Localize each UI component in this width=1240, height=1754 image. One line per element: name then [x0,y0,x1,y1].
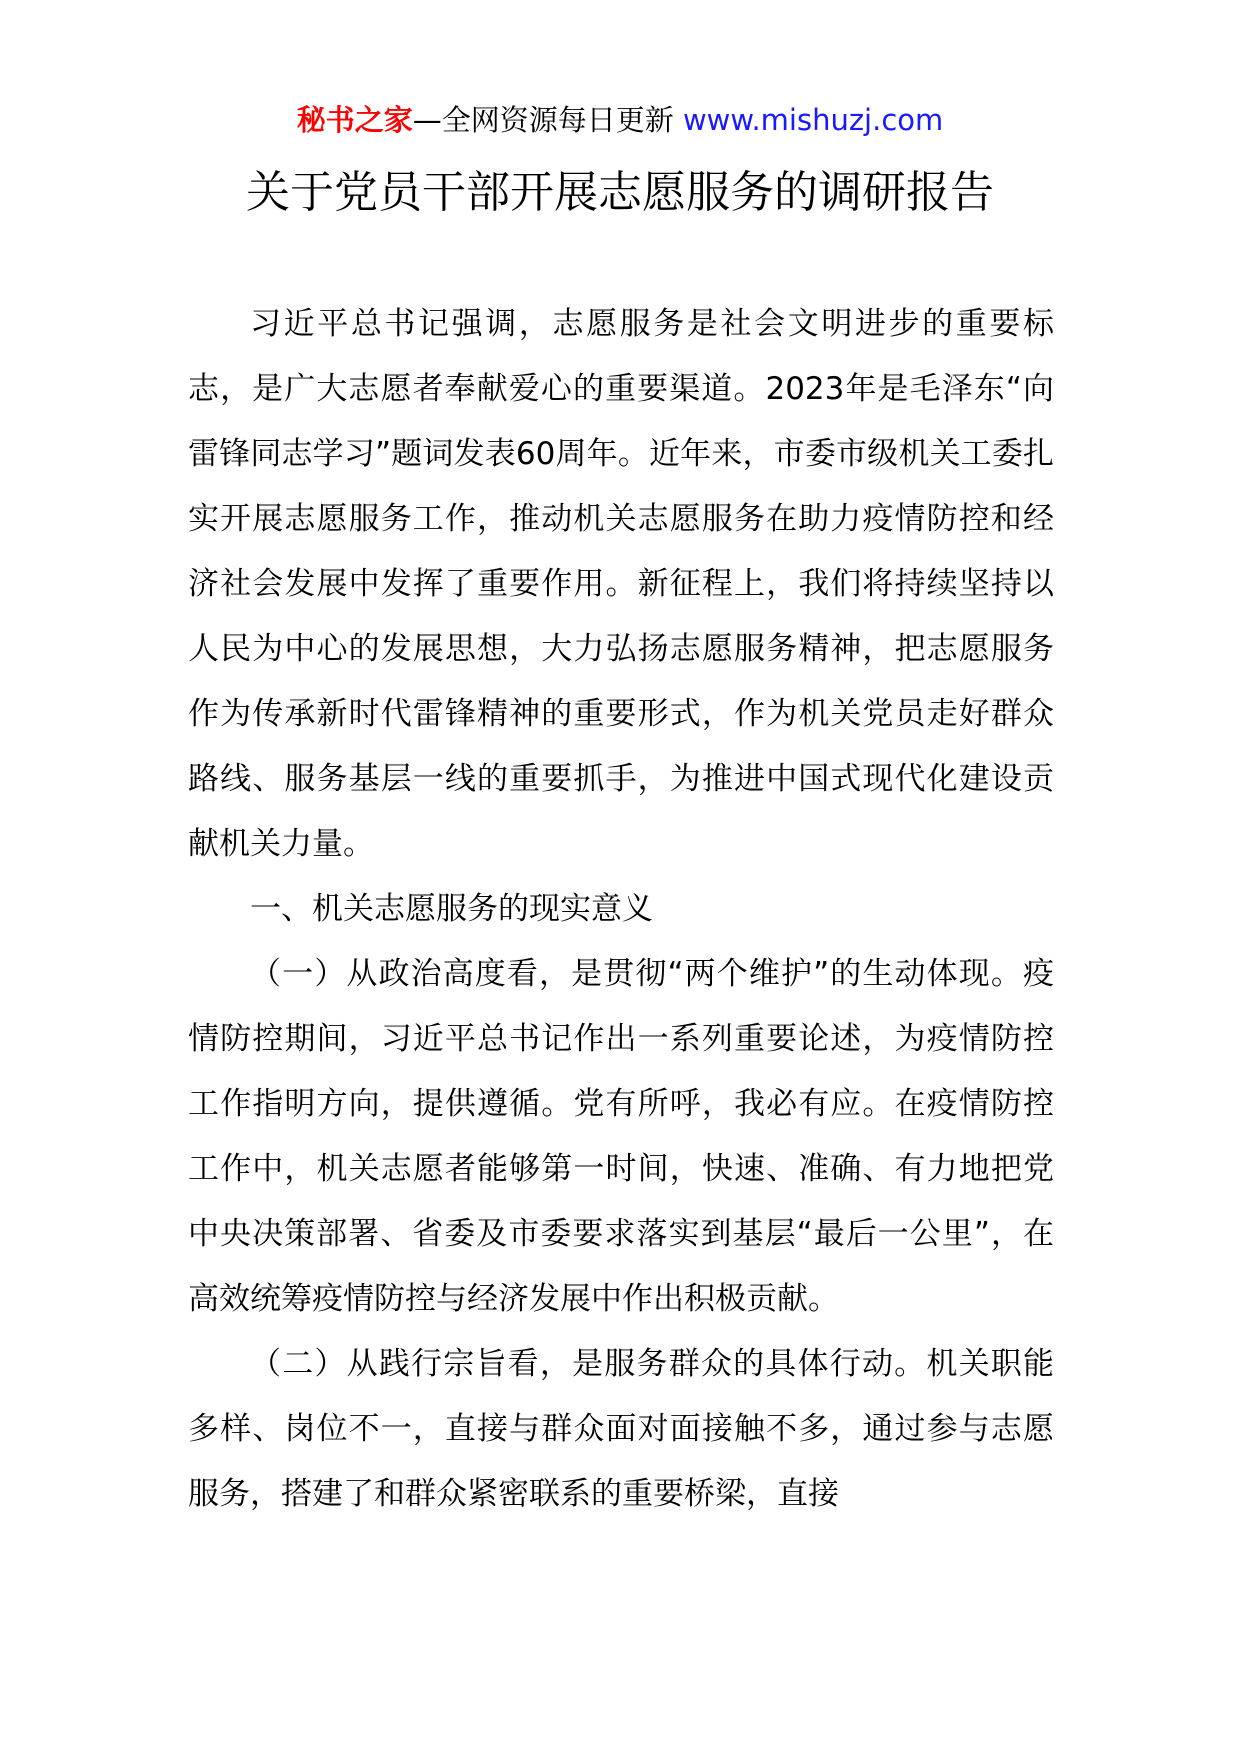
document-body [188,292,1054,1527]
document-title: 关于党员干部开展志愿服务的调研报告 [246,167,994,218]
intro-paragraph: 习近平总书记强调，志愿服务是社会文明进步的重要标志，是广大志愿者奉献爱心的重要渠道。2023年是毛泽东“向雷锋同志学习”题词发表60周年。近年来，市委市级机关工委扎实开展志愿服务工作，推动机关志愿服务在助力疫情防控和经济社会发展中发挥了重要作用。新征程上，我们将持续坚持以人民为中心的发展思想，大力弘扬志愿服务精神，把志愿服务作为传承新时代雷锋精神的重要形式，作为机关党员走好群众路线、服务基层一线的重要抓手，为推进中国式现代化建设贡献机关力量。 [188,306,1054,862]
site-header [0,100,1240,140]
site-tagline: —全网资源每日更新 [412,103,683,137]
site-brand: 秘书之家 [296,103,413,137]
subsection-paragraph: （二）从践行宗旨看，是服务群众的具体行动。机关职能多样、岗位不一，直接与群众面对面接触不多，通过参与志愿服务，搭建了和群众紧密联系的重要桥梁，直接 [188,1346,1054,1512]
site-url-link[interactable]: www.mishuzj.com [682,103,944,137]
section-heading: 一、机关志愿服务的现实意义 [250,891,653,927]
subsection-paragraph: （一）从政治高度看，是贯彻“两个维护”的生动体现。疫情防控期间，习近平总书记作出一系列重要论述，为疫情防控工作指明方向，提供遵循。党有所呼，我必有应。在疫情防控工作中，机关志愿者能够第一时间，快速、准确、有力地把党中央决策部署、省委及市委要求落实到基层“最后一公里”，在高效统筹疫情防控与经济发展中作出积极贡献。 [188,956,1054,1317]
